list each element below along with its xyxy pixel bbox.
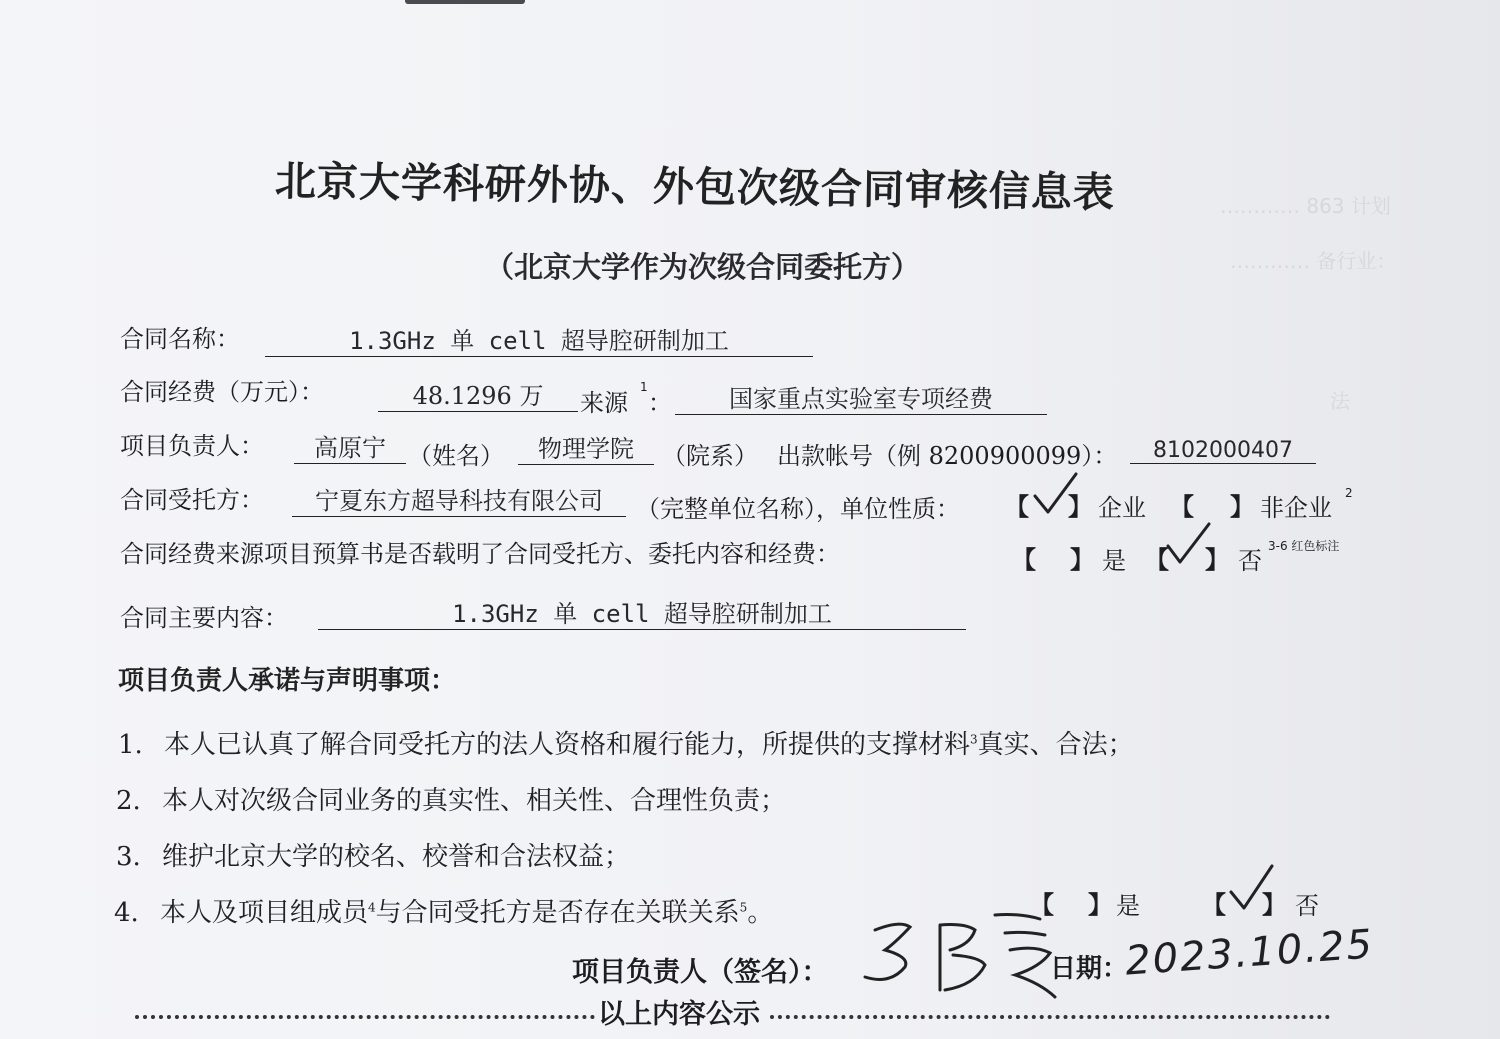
- option-yes: 是: [1116, 892, 1140, 920]
- option-yes: 是: [1102, 547, 1126, 575]
- item-text-tail: 真实、合法；: [977, 730, 1134, 760]
- item-number: 1.: [118, 730, 143, 760]
- commitment-item: [116, 780, 786, 817]
- form-title: 北京大学科研外协、外包次级合同审核信息表: [274, 157, 1116, 217]
- commitment-item: [118, 724, 1134, 761]
- bleed-through-text: ………… 备行业：: [1230, 249, 1397, 273]
- item-footnote: 3: [970, 732, 978, 747]
- item-text: 本人已认真了解合同受托方的法人资格和履行能力，所提供的支撑材料: [164, 730, 971, 760]
- bracket-right: 】: [1088, 891, 1112, 919]
- leader-dept-value: 物理学院: [518, 436, 654, 465]
- bracket-left: 【: [1170, 493, 1194, 521]
- item-text: 维护北京大学的校名、校誉和合法权益；: [162, 842, 631, 872]
- bracket-right: 】: [1068, 493, 1092, 521]
- source-footnote: 1: [640, 380, 648, 394]
- item-text: 本人及项目组成员: [160, 898, 369, 928]
- commitment-item: [116, 836, 630, 873]
- leader-dept-hint: （院系）: [662, 442, 758, 470]
- public-notice-label: 以上内容公示: [598, 999, 760, 1030]
- commitment-item: [114, 892, 773, 929]
- item-text-tail: 。: [747, 898, 774, 928]
- account-value: 8102000407: [1130, 438, 1316, 464]
- item-footnote: 4: [368, 900, 376, 915]
- item-number: 2.: [116, 786, 141, 816]
- bracket-left: 【: [1012, 546, 1036, 574]
- account-label: 出款帐号（例 8200900099）：: [777, 442, 1118, 470]
- bracket-right: 】: [1262, 891, 1286, 919]
- budget-question-text: 合同经费来源项目预算书是否载明了合同受托方、委托内容和经费：: [120, 540, 840, 568]
- main-content-label: 合同主要内容：: [120, 604, 288, 632]
- bracket-right: 】: [1205, 546, 1229, 574]
- date-label: 日期：: [1050, 954, 1129, 984]
- date-value: 2023.10.25: [1123, 921, 1376, 985]
- trustee-value: 宁夏东方超导科技有限公司: [292, 488, 626, 517]
- contract-name-value: 1.3GHz 单 cell 超导腔研制加工: [265, 328, 813, 357]
- leader-name-hint: （姓名）: [408, 442, 504, 470]
- bracket-left: 【: [1202, 891, 1226, 919]
- red-mark-note: 3-6 红色标注: [1268, 539, 1340, 553]
- project-leader-label: 项目负责人：: [120, 432, 264, 460]
- option-non-enterprise: 非企业: [1260, 494, 1332, 522]
- bracket-left: 【: [1145, 546, 1169, 574]
- bracket-left: 【: [1030, 891, 1054, 919]
- dotted-divider-left: [135, 1015, 595, 1019]
- option-no: 否: [1238, 547, 1262, 575]
- form-subtitle: （北京大学作为次级合同委托方）: [485, 250, 921, 284]
- signature-label: 项目负责人（签名）：: [572, 957, 829, 988]
- item-number: 3.: [116, 842, 141, 872]
- trustee-label: 合同受托方：: [120, 486, 264, 514]
- handwritten-signature: [855, 905, 1060, 1005]
- source-value: 国家重点实验室专项经费: [675, 386, 1047, 415]
- source-colon: ：: [648, 389, 672, 417]
- main-content-value: 1.3GHz 单 cell 超导腔研制加工: [318, 601, 966, 630]
- commitments-heading: 项目负责人承诺与声明事项：: [118, 666, 457, 696]
- trustee-hint: （完整单位名称），单位性质：: [636, 495, 960, 523]
- non-enterprise-footnote: 2: [1345, 486, 1353, 500]
- contract-name-label: 合同名称：: [120, 325, 240, 353]
- bracket-right: 】: [1070, 546, 1094, 574]
- item-footnote: 5: [739, 900, 748, 915]
- bleed-through-text: ………… 863 计划: [1220, 194, 1391, 218]
- option-enterprise: 企业: [1098, 494, 1146, 522]
- bracket-left: 【: [1005, 493, 1029, 521]
- leader-name-value: 高原宁: [294, 435, 406, 464]
- item-text-mid: 与合同受托方是否存在关联关系: [375, 898, 740, 928]
- contract-fee-value: 48.1296 万: [378, 383, 578, 412]
- dotted-divider-right: [770, 1015, 1330, 1019]
- bleed-through-text: 法: [1330, 389, 1350, 413]
- item-number: 4.: [114, 898, 139, 928]
- source-label: 来源: [580, 389, 628, 417]
- bracket-right: 】: [1230, 493, 1254, 521]
- option-no: 否: [1295, 892, 1319, 920]
- contract-fee-label: 合同经费（万元）：: [120, 378, 324, 406]
- top-edge-mark: [405, 0, 525, 4]
- item-text: 本人对次级合同业务的真实性、相关性、合理性负责；: [162, 786, 787, 816]
